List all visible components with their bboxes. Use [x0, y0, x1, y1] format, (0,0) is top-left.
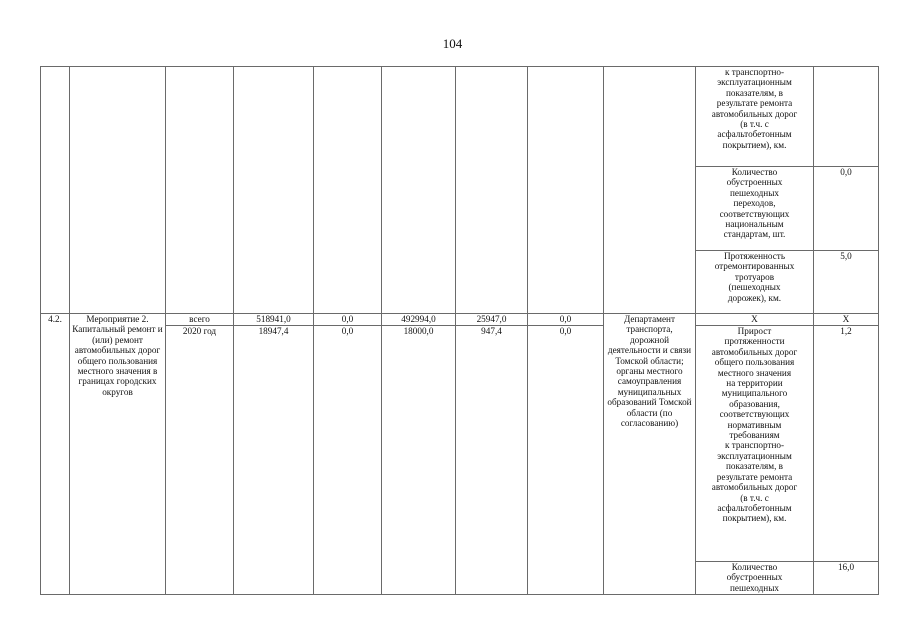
amount-total: 518941,0 — [234, 314, 314, 326]
amount-federal: 0,0 — [314, 314, 382, 326]
cont-total-cell — [234, 67, 314, 314]
cont-name-cell — [70, 67, 166, 314]
indicator-value: 5,0 — [814, 251, 879, 314]
indicator-value: 0,0 — [814, 167, 879, 251]
indicator-text: Протяженность отремонтированных тротуаров (пешеходных дорожек), км. — [696, 251, 814, 314]
indicator-value: 1,2 — [814, 326, 879, 562]
measure-executor: Департамент транспорта, дорожной деятельности и связи Томской области; органы местного самоуправления муниципальных образований Томской области (по согласованию) — [604, 314, 696, 595]
amount-other: 0,0 — [528, 326, 604, 595]
period-label: 2020 год — [166, 326, 234, 595]
indicator-value — [814, 67, 879, 167]
indicator-text: Прирост протяженности автомобильных дорог общего пользования местного значения на территории муниципального образования, соответствующих нормативным требованиям к транспортно- эксплуатационным показателям, в результате ремонта автомобильных дорог (в т.ч. с асфальтобетонным покрытием), км. — [696, 326, 814, 562]
cont-other-cell — [528, 67, 604, 314]
amount-total: 18947,4 — [234, 326, 314, 595]
cont-federal-cell — [314, 67, 382, 314]
measure-name: Мероприятие 2. Капитальный ремонт и (или) ремонт автомобильных дорог общего пользования местного значения в границах городских округов — [70, 314, 166, 595]
amount-federal: 0,0 — [314, 326, 382, 595]
cont-local-cell — [456, 67, 528, 314]
measure-number: 4.2. — [41, 314, 70, 595]
indicator-mark: X — [696, 314, 814, 326]
indicator-cell — [696, 67, 814, 167]
program-table — [40, 66, 879, 595]
indicator-value: 16,0 — [814, 562, 879, 595]
amount-regional: 492994,0 — [382, 314, 456, 326]
total-row — [41, 314, 879, 326]
page-number: 104 — [442, 36, 463, 51]
cont-period-cell — [166, 67, 234, 314]
cont-executor-cell — [604, 67, 696, 314]
indicator-cell — [696, 562, 814, 595]
period-label: всего — [166, 314, 234, 326]
indicator-text: к транспортно- эксплуатационным показателям, в результате ремонта автомобильных дорог (в т.ч. с асфальтобетонным покрытием), км. — [711, 67, 798, 150]
year-row — [41, 326, 879, 562]
amount-local: 947,4 — [456, 326, 528, 595]
value-mark: X — [814, 314, 879, 326]
amount-regional: 18000,0 — [382, 326, 456, 595]
cont-regional-cell — [382, 67, 456, 314]
amount-local: 25947,0 — [456, 314, 528, 326]
amount-other: 0,0 — [528, 314, 604, 326]
cont-number-cell — [41, 67, 70, 314]
indicator-text: Количество обустроенных пешеходных переходов, соответствующих национальным стандартам, шт. — [696, 167, 814, 251]
indicator-text: Количество обустроенных пешеходных — [726, 562, 783, 593]
continued-row-1 — [41, 67, 879, 167]
